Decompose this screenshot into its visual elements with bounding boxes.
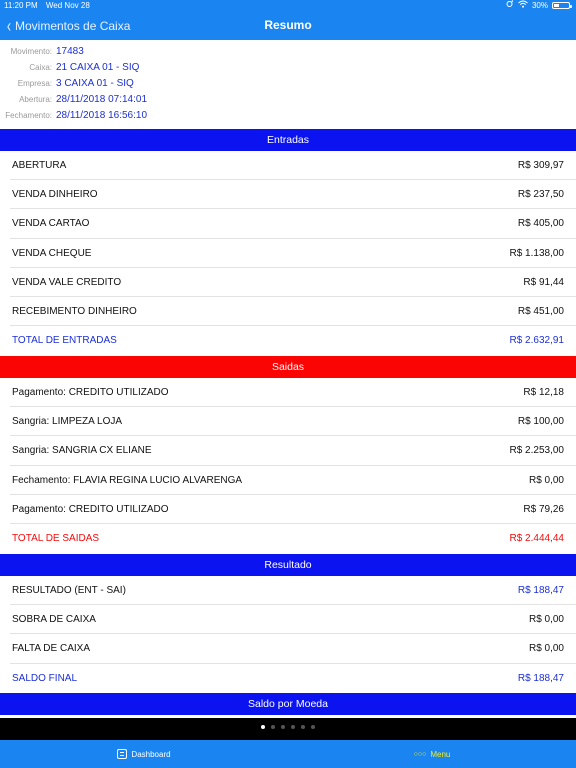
battery-percent: 30%: [531, 1, 548, 10]
page-dot[interactable]: [271, 725, 275, 729]
row-label: RECEBIMENTO DINHEIRO: [12, 306, 137, 318]
list-item[interactable]: [0, 436, 576, 465]
total-value: R$ 2.444,44: [509, 533, 564, 545]
battery-icon: [552, 2, 570, 9]
total-row-saldo-final[interactable]: [0, 664, 576, 693]
row-label: VENDA DINHEIRO: [12, 189, 98, 201]
row-label: FALTA DE CAIXA: [12, 643, 90, 655]
row-value: R$ 1.138,00: [509, 247, 564, 259]
saidas-list: [0, 378, 576, 553]
status-right: [505, 0, 570, 11]
row-label: Pagamento: CREDITO UTILIZADO: [12, 503, 169, 515]
back-button-label: Movimentos de Caixa: [15, 18, 131, 33]
page-dot[interactable]: [301, 725, 305, 729]
info-row-fechamento: [0, 107, 576, 123]
row-value: R$ 0,00: [528, 474, 564, 486]
battery-level: [554, 4, 559, 7]
row-label: Sangria: SANGRIA CX ELIANE: [12, 445, 152, 457]
entradas-list: [0, 151, 576, 355]
row-label: Sangria: LIMPEZA LOJA: [12, 416, 123, 428]
row-value: R$ 237,50: [517, 189, 564, 201]
row-label: Fechamento: FLAVIA REGINA LUCIO ALVARENGA: [12, 474, 243, 486]
info-value: 17483: [56, 45, 84, 57]
total-row-saidas[interactable]: [0, 524, 576, 553]
info-value: 28/11/2018 16:56:10: [56, 109, 148, 121]
row-value: R$ 405,00: [517, 218, 564, 230]
row-value: R$ 309,97: [517, 160, 564, 172]
status-bar: [0, 0, 576, 11]
row-label: SOBRA DE CAIXA: [12, 614, 96, 626]
row-value: R$ 12,18: [523, 387, 564, 399]
info-label: Empresa:: [17, 78, 52, 88]
row-label: RESULTADO (ENT - SAI): [12, 585, 126, 597]
list-item[interactable]: [0, 576, 576, 605]
navigation-bar: [0, 11, 576, 40]
row-label: VENDA CHEQUE: [12, 247, 92, 259]
section-header-entradas: Entradas: [0, 129, 576, 151]
row-label: ABERTURA: [12, 160, 67, 172]
row-value: R$ 79,26: [523, 503, 564, 515]
tab-menu[interactable]: [288, 740, 576, 768]
info-value: 28/11/2018 07:14:01: [56, 93, 148, 105]
status-date: Wed Nov 28: [45, 1, 90, 10]
list-item[interactable]: [0, 297, 576, 326]
status-time: 11:20 PM: [4, 1, 38, 10]
row-value: R$ 91,44: [523, 276, 564, 288]
row-value: R$ 451,00: [517, 306, 564, 318]
list-item[interactable]: [0, 378, 576, 407]
list-item[interactable]: [0, 268, 576, 297]
info-row-abertura: [0, 91, 576, 107]
list-item[interactable]: [0, 605, 576, 634]
list-item[interactable]: [0, 634, 576, 663]
info-label: Fechamento:: [5, 110, 52, 120]
section-header-saidas: Saidas: [0, 356, 576, 378]
row-label: VENDA CARTAO: [12, 218, 90, 230]
status-left: [4, 0, 96, 11]
screen-lock-icon: [505, 0, 514, 11]
tab-label: Menu: [430, 749, 451, 759]
wifi-icon: [518, 0, 528, 11]
list-item[interactable]: [0, 151, 576, 180]
total-label: SALDO FINAL: [12, 672, 78, 684]
list-item[interactable]: [0, 466, 576, 495]
total-value: R$ 2.632,91: [509, 335, 564, 347]
row-value: R$ 0,00: [528, 614, 564, 626]
total-value: R$ 188,47: [517, 672, 564, 684]
row-label: VENDA VALE CREDITO: [12, 276, 122, 288]
page-dot[interactable]: [291, 725, 295, 729]
list-item[interactable]: [0, 495, 576, 524]
page-dot[interactable]: [261, 725, 265, 729]
row-label: Pagamento: CREDITO UTILIZADO: [12, 387, 169, 399]
section-header-saldo-por-moeda: Saldo por Moeda: [0, 693, 576, 715]
row-value: R$ 100,00: [517, 416, 564, 428]
page-dot[interactable]: [281, 725, 285, 729]
row-value: R$ 0,00: [528, 643, 564, 655]
info-label: Abertura:: [19, 94, 52, 104]
info-row-empresa: [0, 75, 576, 91]
list-item[interactable]: [0, 239, 576, 268]
total-label: TOTAL DE SAIDAS: [12, 533, 100, 545]
row-value: R$ 2.253,00: [509, 445, 564, 457]
info-value: 21 CAIXA 01 - SIQ: [56, 61, 140, 73]
info-row-movimento: [0, 43, 576, 59]
info-label: Caixa:: [29, 62, 52, 72]
info-value: 3 CAIXA 01 - SIQ: [56, 77, 134, 89]
list-item[interactable]: [0, 209, 576, 238]
row-value: R$ 188,47: [517, 585, 564, 597]
info-row-caixa: [0, 59, 576, 75]
back-button[interactable]: [6, 11, 130, 40]
tab-label: Dashboard: [131, 749, 171, 759]
more-dots-icon: ○○○: [413, 750, 427, 758]
total-row-entradas[interactable]: [0, 326, 576, 355]
page-dot[interactable]: [311, 725, 315, 729]
info-label: Movimento:: [10, 46, 52, 56]
tab-bar: [0, 740, 576, 768]
movement-info: [0, 40, 576, 126]
resultado-list: [0, 576, 576, 693]
list-item[interactable]: [0, 180, 576, 209]
document-icon: [117, 749, 127, 759]
list-item[interactable]: [0, 407, 576, 436]
section-header-resultado: Resultado: [0, 554, 576, 576]
tab-dashboard[interactable]: [0, 740, 288, 768]
chevron-left-icon: ‹: [6, 15, 12, 36]
page-title: Resumo: [264, 18, 312, 32]
total-label: TOTAL DE ENTRADAS: [12, 335, 117, 347]
pager-band: [0, 718, 576, 740]
page-control[interactable]: [0, 725, 576, 729]
